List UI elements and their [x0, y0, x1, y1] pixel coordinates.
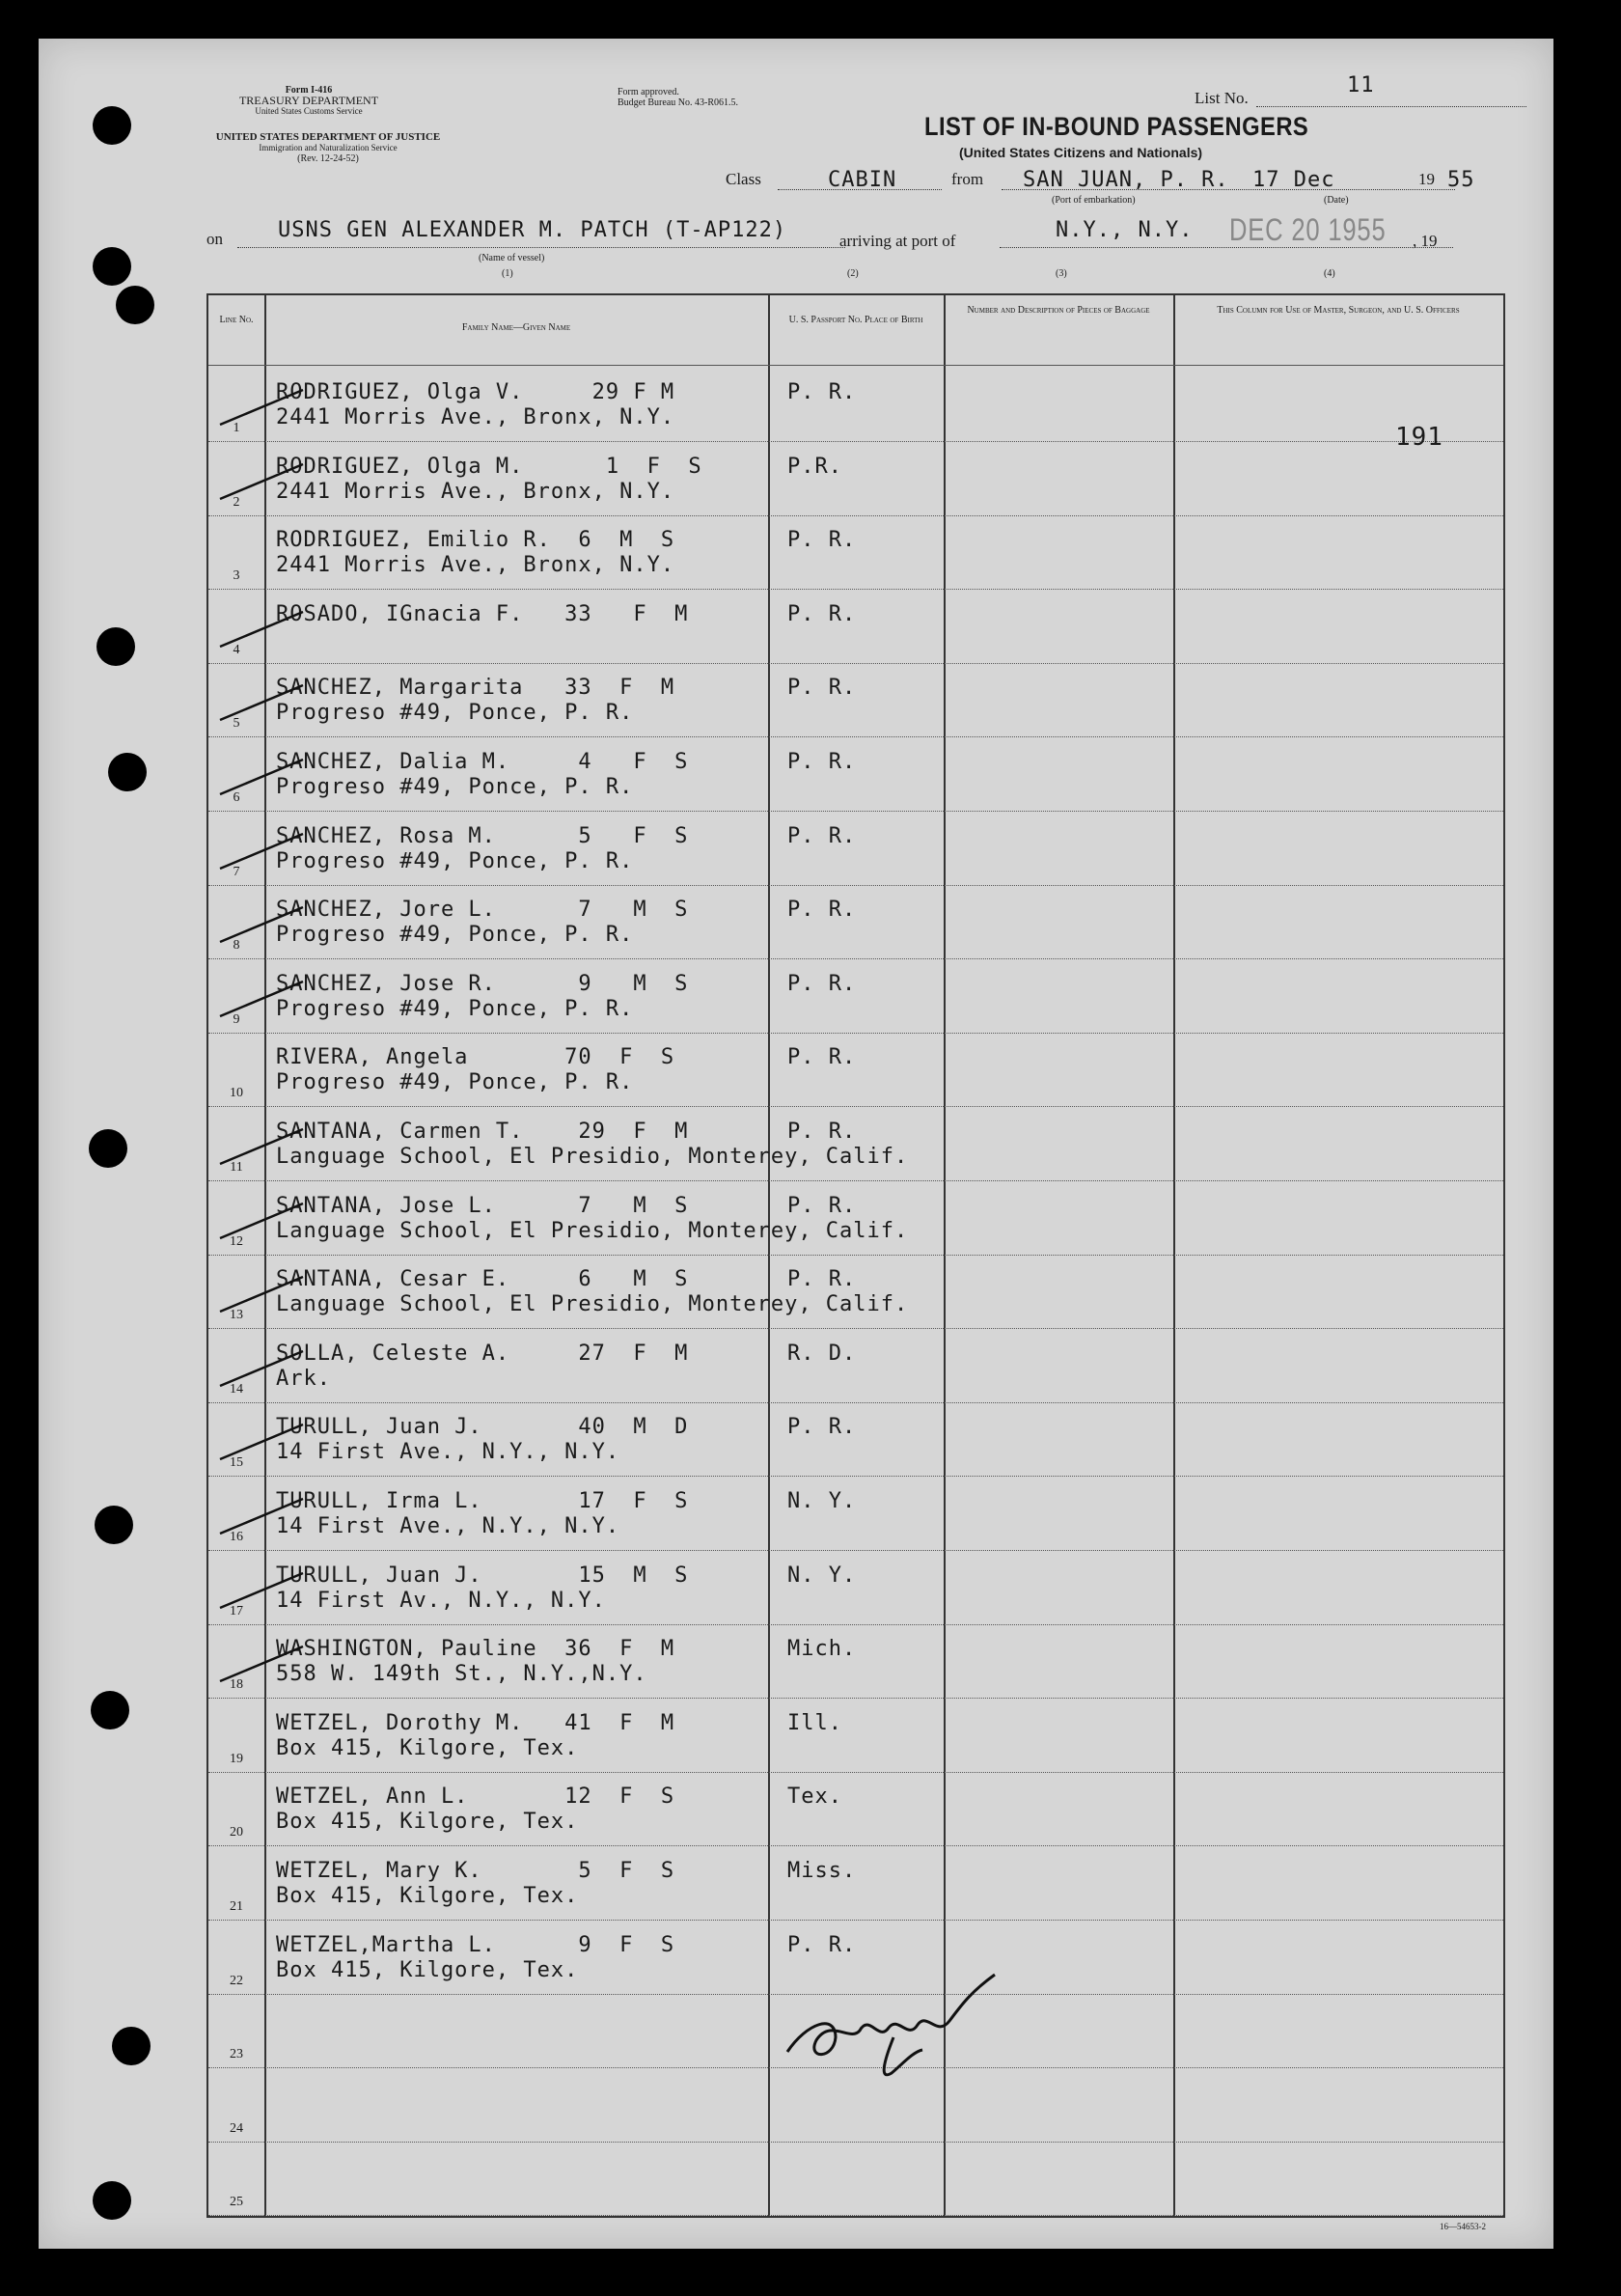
passenger-address: Language School, El Presidio, Monterey, Calif.: [276, 1218, 909, 1243]
passenger-address: Language School, El Presidio, Monterey, Calif.: [276, 1292, 909, 1317]
line-number: 11: [230, 1160, 243, 1175]
place-of-birth: P. R.: [787, 971, 857, 996]
line-number: 25: [230, 2195, 243, 2210]
class-label: Class: [726, 170, 761, 188]
line-number: 5: [233, 716, 240, 732]
passenger-name: WETZEL, Mary K. 5 F S: [276, 1859, 675, 1883]
table-row: [208, 1773, 1503, 1846]
table-row: [208, 516, 1503, 590]
revision: (Rev. 12-24-52): [297, 153, 359, 164]
list-no-line: [1256, 106, 1526, 107]
col-num-2: (2): [847, 268, 859, 279]
table-row: [208, 1403, 1503, 1477]
passenger-name: SANTANA, Carmen T. 29 F M: [276, 1120, 689, 1144]
line-number: 10: [230, 1086, 243, 1101]
place-of-birth: P. R.: [787, 823, 857, 848]
passenger-name: SANCHEZ, Jore L. 7 M S: [276, 898, 689, 923]
line-number: 24: [230, 2120, 243, 2136]
passenger-address: 558 W. 149th St., N.Y.,N.Y.: [276, 1662, 647, 1687]
place-of-birth: P. R.: [787, 898, 857, 923]
line-number: 18: [230, 1677, 243, 1693]
check-mark-icon: [218, 608, 305, 650]
col-line-no: Line No.: [219, 315, 254, 325]
passenger-address: 14 First Ave., N.Y., N.Y.: [276, 1440, 620, 1465]
row-rule: [208, 2215, 1503, 2216]
port-of-embarkation: SAN JUAN, P. R.: [1023, 168, 1229, 192]
punch-hole: [89, 1129, 127, 1168]
col-officers: This Column for Use of Master, Surgeon, and U. S. Officers: [1217, 305, 1460, 316]
check-mark-icon: [218, 1273, 305, 1315]
place-of-birth: R. D.: [787, 1341, 857, 1366]
class-value: CABIN: [828, 168, 897, 192]
list-no-value: 11: [1347, 73, 1375, 97]
passenger-name: SANTANA, Cesar E. 6 M S: [276, 1267, 689, 1292]
header-rule: [208, 365, 1503, 366]
passenger-address: Language School, El Presidio, Monterey, Calif.: [276, 1145, 909, 1169]
passenger-table: [206, 293, 1505, 2218]
check-mark-icon: [218, 1569, 305, 1612]
passenger-name: WETZEL,Martha L. 9 F S: [276, 1932, 675, 1957]
passenger-address: Box 415, Kilgore, Tex.: [276, 1810, 579, 1835]
line-number: 20: [230, 1825, 243, 1840]
passenger-address: 14 First Av., N.Y., N.Y.: [276, 1588, 606, 1613]
place-of-birth: Mich.: [787, 1637, 857, 1662]
passenger-address: 2441 Morris Ave., Bronx, N.Y.: [276, 479, 675, 504]
passenger-address: 14 First Ave., N.Y., N.Y.: [276, 1514, 620, 1538]
place-of-birth: N. Y.: [787, 1563, 857, 1588]
check-mark-icon: [218, 386, 305, 429]
check-mark-icon: [218, 1125, 305, 1168]
place-of-birth: P. R.: [787, 1120, 857, 1144]
check-mark-icon: [218, 903, 305, 946]
table-row: [208, 664, 1503, 737]
check-mark-icon: [218, 1643, 305, 1685]
line-number: 8: [233, 938, 240, 954]
form-header: [193, 85, 425, 117]
from-label: from: [951, 170, 984, 188]
passenger-name: ROSADO, IGnacia F. 33 F M: [276, 601, 689, 626]
passenger-address: Progreso #49, Ponce, P. R.: [276, 923, 634, 948]
place-of-birth: P. R.: [787, 601, 857, 626]
justice-header: [193, 132, 463, 164]
passenger-name: TURULL, Juan J. 40 M D: [276, 1415, 689, 1440]
line-number: 16: [230, 1530, 243, 1544]
passenger-address: Progreso #49, Ponce, P. R.: [276, 775, 634, 799]
check-mark-icon: [218, 1495, 305, 1537]
punch-hole: [116, 286, 154, 324]
vessel-name: USNS GEN ALEXANDER M. PATCH (T-AP122): [278, 218, 787, 242]
form-number: Form I-416: [285, 85, 333, 96]
passenger-name: SANCHEZ, Dalia M. 4 F S: [276, 750, 689, 774]
passenger-name: SANTANA, Jose L. 7 M S: [276, 1193, 689, 1218]
place-of-birth: N. Y.: [787, 1489, 857, 1513]
table-row: [208, 1330, 1503, 1403]
on-label: on: [206, 230, 223, 248]
footer-code: 16—54653-2: [1440, 2222, 1486, 2231]
date-caption: (Date): [1324, 195, 1349, 206]
line-number: 1: [233, 421, 240, 435]
line-number: 14: [230, 1381, 243, 1397]
arrival-port: N.Y., N.Y.: [1056, 218, 1194, 242]
check-mark-icon: [218, 978, 305, 1020]
year-suffix: , 19: [1413, 232, 1438, 250]
place-of-birth: Miss.: [787, 1859, 857, 1883]
table-row: [208, 886, 1503, 959]
line-number: 9: [233, 1011, 240, 1027]
passenger-name: WETZEL, Ann L. 12 F S: [276, 1784, 675, 1810]
place-of-birth: P. R.: [787, 528, 857, 553]
passenger-name: TURULL, Juan J. 15 M S: [276, 1563, 689, 1588]
passenger-name: TURULL, Irma L. 17 F S: [276, 1489, 689, 1513]
passenger-address: Progreso #49, Ponce, P. R.: [276, 996, 634, 1021]
passenger-name: WASHINGTON, Pauline 36 F M: [276, 1637, 675, 1662]
document-subtitle: (United States Citizens and Nationals): [959, 145, 1203, 160]
table-row: [208, 1847, 1503, 1921]
place-of-birth: P. R.: [787, 1193, 857, 1218]
officer-note: 191: [1395, 423, 1443, 452]
check-mark-icon: [218, 1421, 305, 1463]
table-row: [208, 2143, 1503, 2216]
check-mark-icon: [218, 1200, 305, 1242]
place-of-birth: P. R.: [787, 1045, 857, 1070]
check-mark-icon: [218, 830, 305, 872]
passenger-name: SANCHEZ, Margarita 33 F M: [276, 676, 675, 701]
budget-bureau: Budget Bureau No. 43-R061.5.: [618, 97, 738, 108]
line-number: 7: [233, 864, 240, 879]
punch-hole: [95, 1506, 133, 1544]
port-caption: (Port of embarkation): [1052, 195, 1136, 206]
passenger-address: 2441 Morris Ave., Bronx, N.Y.: [276, 405, 675, 429]
form-approval: [618, 87, 738, 108]
place-of-birth: P. R.: [787, 676, 857, 701]
form-approved: Form approved.: [618, 87, 679, 97]
line-number: 15: [230, 1455, 243, 1471]
place-of-birth: P. R.: [787, 1267, 857, 1292]
line-number: 12: [230, 1233, 243, 1249]
punch-hole: [112, 2027, 151, 2065]
table-row: [208, 1478, 1503, 1551]
line-number: 23: [230, 2047, 243, 2062]
table-row: [208, 960, 1503, 1034]
line-number: 19: [230, 1751, 243, 1766]
col-name: Family Name—Given Name: [461, 322, 571, 333]
treasury-dept: TREASURY DEPARTMENT: [238, 94, 379, 107]
place-of-birth: Tex.: [787, 1784, 842, 1810]
passenger-name: WETZEL, Dorothy M. 41 F M: [276, 1710, 675, 1735]
document-page: [39, 39, 1553, 2249]
col-num-1: (1): [502, 268, 513, 279]
line-number: 2: [233, 494, 240, 510]
embark-date: 17 Dec: [1252, 168, 1335, 192]
passenger-address: Box 415, Kilgore, Tex.: [276, 1957, 579, 1982]
line-number: 3: [233, 568, 240, 584]
punch-hole: [91, 1691, 129, 1729]
line-number: 21: [230, 1899, 243, 1914]
passenger-name: RODRIGUEZ, Emilio R. 6 M S: [276, 528, 675, 553]
table-row: [208, 1700, 1503, 1773]
year-prefix: 19: [1418, 170, 1435, 188]
customs-service: United States Customs Service: [255, 106, 363, 116]
table-row: [208, 369, 1503, 442]
passenger-name: RODRIGUEZ, Olga V. 29 F M: [276, 380, 675, 404]
table-row: [208, 443, 1503, 516]
place-of-birth: P.R.: [787, 454, 842, 479]
punch-hole: [93, 106, 131, 145]
table-row: [208, 1256, 1503, 1329]
justice-dept: UNITED STATES DEPARTMENT OF JUSTICE: [215, 131, 441, 143]
passenger-address: Progreso #49, Ponce, P. R.: [276, 848, 634, 873]
year-value: 55: [1447, 168, 1475, 192]
table-row: [208, 1034, 1503, 1107]
passenger-address: Progreso #49, Ponce, P. R.: [276, 701, 634, 726]
vessel-line: [237, 247, 845, 248]
check-mark-icon: [218, 681, 305, 724]
punch-hole: [108, 753, 147, 791]
table-row: [208, 591, 1503, 664]
table-row: [208, 1108, 1503, 1181]
passenger-name: SOLLA, Celeste A. 27 F M: [276, 1341, 689, 1366]
place-of-birth: P. R.: [787, 380, 857, 404]
place-of-birth: P. R.: [787, 1415, 857, 1440]
place-of-birth: P. R.: [787, 750, 857, 774]
punch-hole: [96, 627, 135, 666]
table-row: [208, 1182, 1503, 1256]
passenger-address: Box 415, Kilgore, Tex.: [276, 1735, 579, 1760]
place-of-birth: P. R.: [787, 1932, 857, 1957]
arriving-label: arriving at port of: [839, 232, 956, 250]
check-mark-icon: [218, 756, 305, 798]
col-baggage: Number and Description of Pieces of Baggage: [967, 305, 1150, 316]
col-num-3: (3): [1056, 268, 1067, 279]
passenger-name: SANCHEZ, Jose R. 9 M S: [276, 971, 689, 996]
check-mark-icon: [218, 460, 305, 503]
punch-hole: [93, 247, 131, 286]
col-passport: U. S. Passport No. Place of Birth: [788, 315, 923, 325]
punch-hole: [93, 2181, 131, 2220]
passenger-address: 2441 Morris Ave., Bronx, N.Y.: [276, 553, 675, 578]
table-row: [208, 738, 1503, 812]
place-of-birth: Ill.: [787, 1710, 842, 1735]
table-row: [208, 1625, 1503, 1699]
vessel-caption: (Name of vessel): [479, 253, 545, 263]
table-row: [208, 813, 1503, 886]
arrival-date-stamp: DEC 20 1955: [1229, 212, 1387, 247]
line-number: 13: [230, 1308, 243, 1323]
list-no-label: List No.: [1195, 89, 1249, 107]
signature: [778, 1946, 1009, 2090]
line-number: 22: [230, 1973, 243, 1988]
passenger-name: RIVERA, Angela 70 F S: [276, 1045, 675, 1070]
passenger-address: Ark.: [276, 1366, 331, 1391]
passenger-name: SANCHEZ, Rosa M. 5 F S: [276, 823, 689, 848]
passenger-address: Progreso #49, Ponce, P. R.: [276, 1070, 634, 1095]
line-number: 4: [233, 642, 240, 657]
line-number: 6: [233, 790, 240, 805]
ins-service: Immigration and Naturalization Service: [259, 143, 398, 152]
check-mark-icon: [218, 1347, 305, 1390]
table-row: [208, 1552, 1503, 1625]
document-title: LIST OF IN-BOUND PASSENGERS: [924, 112, 1309, 141]
passenger-address: Box 415, Kilgore, Tex.: [276, 1884, 579, 1908]
passenger-name: RODRIGUEZ, Olga M. 1 F S: [276, 454, 702, 479]
col-num-4: (4): [1324, 268, 1335, 279]
line-number: 17: [230, 1603, 243, 1618]
